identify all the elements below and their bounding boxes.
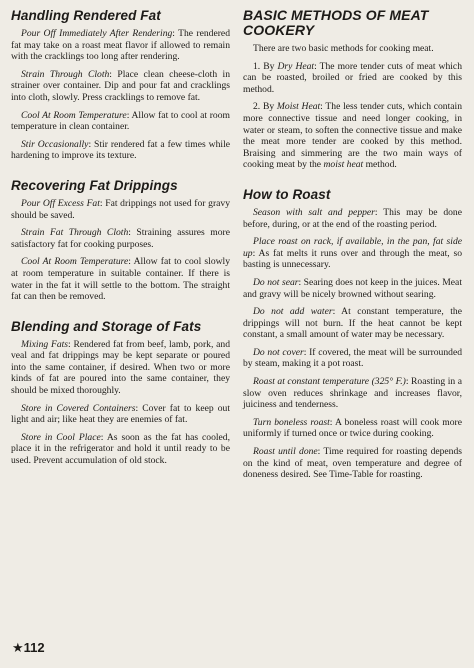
- paragraph: [11, 339, 230, 397]
- section-heading: Handling Rendered Fat: [11, 8, 161, 23]
- paragraph: [11, 256, 230, 302]
- paragraph-emphasis: moist heat: [323, 159, 364, 171]
- paragraph: [11, 110, 230, 133]
- paragraph-text: : Allow fat to cool at room temperature in clean container.: [11, 109, 230, 133]
- paragraph-lead: Mixing Fats: [21, 338, 69, 350]
- paragraph-text: : Cover fat to keep out light and air; like heat they are enemies of fat.: [11, 402, 230, 426]
- paragraph-lead: Cool At Room Temperature: [21, 256, 129, 268]
- paragraph-lead: Stir Occasionally: [21, 138, 89, 150]
- left-column: [11, 8, 230, 483]
- paragraph-lead: Store in Covered Containers: [21, 402, 136, 414]
- paragraph: [243, 61, 462, 96]
- paragraph-text: method.: [363, 159, 397, 171]
- paragraph-text: : As fat melts it runs over and through the meat, so basting is unnecessary.: [243, 247, 462, 271]
- paragraph: [11, 403, 230, 426]
- list-number: 1. By: [253, 60, 278, 72]
- paragraph: [243, 277, 462, 300]
- section-heading: How to Roast: [243, 186, 331, 202]
- paragraph: [243, 376, 462, 411]
- paragraph: [243, 306, 462, 341]
- paragraph-lead: Cool At Room Temperature: [21, 109, 127, 121]
- paragraph: [11, 432, 230, 467]
- paragraph-text: : A boneless roast will cook more uniformly if turned once or twice during cooking.: [243, 416, 462, 440]
- paragraph: [11, 28, 230, 63]
- paragraph: [243, 446, 462, 481]
- section-handling-rendered-fat: [11, 8, 230, 162]
- paragraph: [11, 69, 230, 104]
- paragraph-lead: Pour Off Immediately After Rendering: [21, 28, 173, 39]
- paragraph-text: : If covered, the meat will be surrounded by steam, making it a pot roast.: [243, 346, 463, 370]
- list-number: 2. By: [253, 101, 277, 113]
- paragraph-text: : Stir rendered fat a few times while hardening to improve its texture.: [11, 138, 230, 162]
- paragraph-lead: Season with salt and pepper: [253, 206, 375, 218]
- paragraph: [243, 347, 462, 370]
- paragraph-text: : Searing does not keep in the juices. Meat and gravy will be nicely browned without searing.: [243, 276, 462, 300]
- paragraph-lead: Dry Heat: [277, 60, 315, 72]
- paragraph-text: : Straining assures more satisfactory fat for cooking purposes.: [11, 227, 230, 250]
- section-heading: BASIC METHODS OF MEAT COOKERY: [243, 7, 429, 38]
- paragraph-lead: Do not sear: [253, 276, 299, 288]
- paragraph-text: : This may be done before, during, or at the end of the roasting period.: [243, 206, 462, 230]
- paragraph-text: : Allow fat to cool slowly at room temperature in suitable container. If there is water in the fat it will settle to the bottom. The straight fat can then be removed.: [11, 256, 231, 303]
- paragraph-text: : Place clean cheese-cloth in strainer over container. Dip and pour fat and cracklings into cloth, slowly. Press cracklings to remove fat.: [11, 68, 230, 103]
- paragraph-lead: Strain Through Cloth: [21, 68, 110, 80]
- paragraph-lead: Do not add water: [253, 306, 333, 318]
- paragraph-lead: Roast until done: [253, 446, 318, 458]
- section-heading: Recovering Fat Drippings: [11, 177, 178, 193]
- paragraph-lead: Turn boneless roast: [253, 416, 330, 428]
- paragraph-text: : The less tender cuts, which contain more connective tissue and need longer cooking, in water or steam, to soften the connective tissue and make the meat more tender are cooked by this method. Braising and simmering are the two main ways of cooking meat by the: [243, 101, 462, 171]
- paragraph-text: : Roasting in a slow oven reduces shrinkage and increases flavor, juiciness and tenderness.: [243, 376, 462, 411]
- section-recovering-fat-drippings: [11, 178, 230, 303]
- page-number: ★112: [12, 640, 45, 655]
- paragraph-text: : Time required for roasting depends on the kind of meat, oven temperature and degree of doneness desired. See Time-Table for roasting.: [243, 446, 463, 481]
- paragraph-lead: Pour Off Excess Fat: [21, 197, 100, 209]
- section-how-to-roast: [243, 187, 462, 481]
- paragraph: There are two basic methods for cooking meat.: [253, 43, 434, 54]
- paragraph-text: : At constant temperature, the drippings will not burn. If the heat cannot be kept constant, a small amount of water may be necessary.: [243, 306, 462, 341]
- right-column: [243, 8, 462, 497]
- section-heading: Blending and Storage of Fats: [11, 318, 202, 334]
- paragraph: [11, 227, 230, 250]
- paragraph-lead: Moist Heat: [276, 101, 321, 113]
- paragraph-text: : Fat drippings not used for gravy should be saved.: [11, 197, 230, 221]
- paragraph: [243, 101, 462, 171]
- paragraph: [243, 207, 462, 230]
- paragraph-lead: Strain Fat Through Cloth: [21, 227, 129, 239]
- paragraph-lead: Do not cover: [253, 346, 304, 358]
- paragraph: [11, 139, 230, 162]
- paragraph-text: : Rendered fat from beef, lamb, pork, and veal and fat drippings may be kept separate or poured into the same container, if desired. When two or more kinds of fat are poured into the same container, they should be mixed thoroughly.: [11, 338, 230, 397]
- paragraph: [243, 417, 462, 440]
- paragraph-lead: Roast at constant temperature (325° F.): [253, 376, 406, 388]
- paragraph: [243, 236, 462, 271]
- section-blending-and-storage: [11, 319, 230, 467]
- paragraph-lead: Place roast on rack, if available, in the pan, fat side up: [243, 236, 462, 259]
- paragraph-text: : As soon as the fat has cooled, place it in the refrigerator and hold it until ready to be used. Prevent accumulation of old stock.: [11, 431, 230, 467]
- paragraph: [11, 198, 230, 221]
- section-basic-methods: [243, 8, 462, 171]
- paragraph-text: : The rendered fat may take on a roast meat flavor if allowed to remain with the cracklings too long after rendering.: [11, 28, 230, 63]
- paragraph-lead: Store in Cool Place: [21, 431, 101, 443]
- paragraph-text: : The more tender cuts of meat which can be roasted, broiled or fried are cooked by this method.: [243, 60, 462, 95]
